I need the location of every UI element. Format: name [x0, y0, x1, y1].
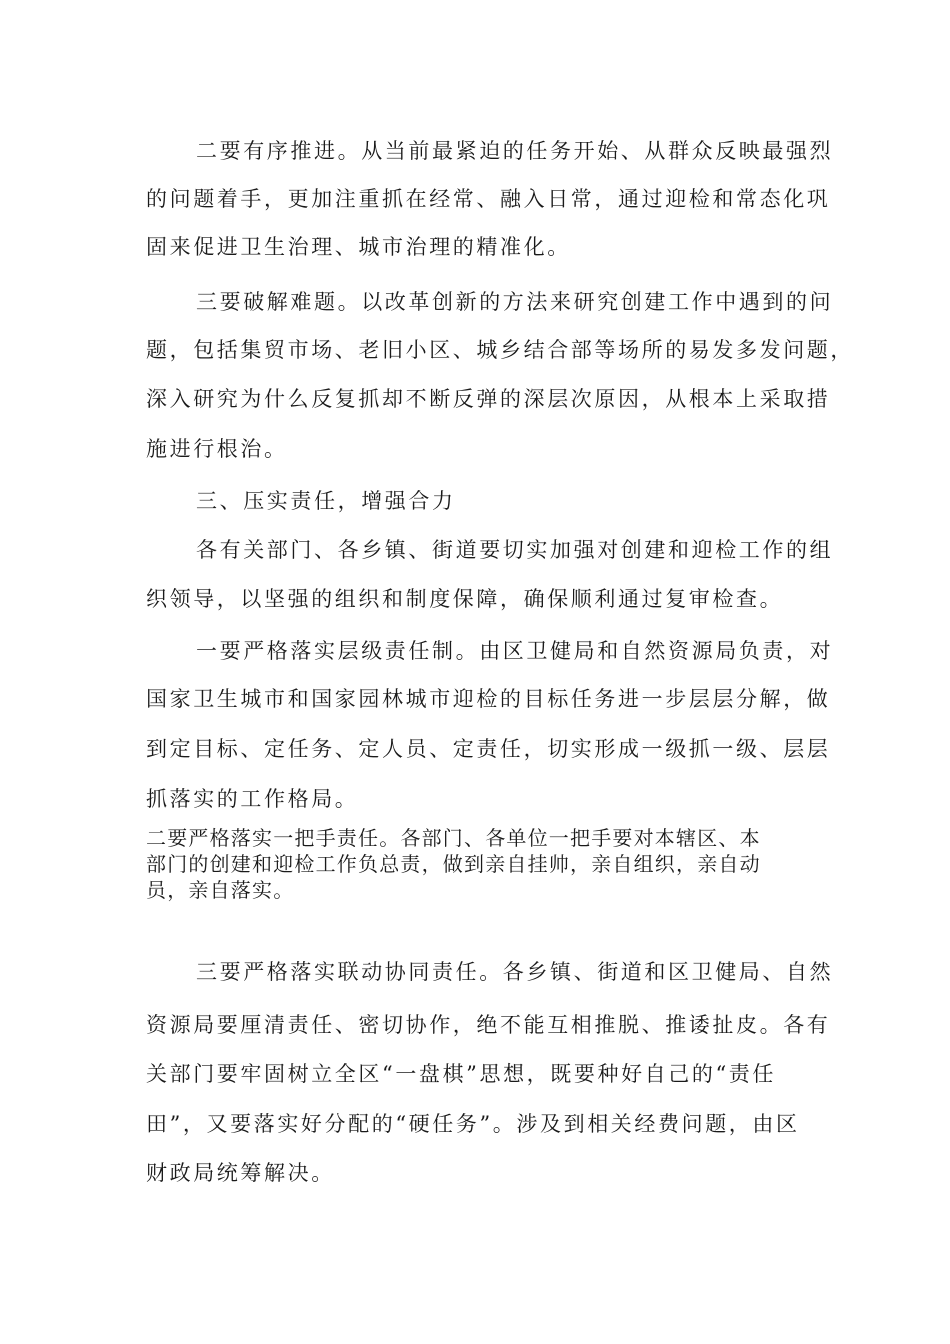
text-line: 关部门要牢固树立全区“一盘棋”思想，既要种好自己的“责任 — [146, 1062, 777, 1086]
text-line: 三要严格落实联动协同责任。各乡镇、街道和区卫健局、自然 — [196, 960, 834, 984]
text-line: 部门的创建和迎检工作负总责，做到亲自挂帅，亲自组织，亲自动 — [146, 852, 761, 876]
text-line: 深入研究为什么反复抓却不断反弹的深层次原因，从根本上采取措 — [146, 387, 831, 411]
text-line: 题，包括集贸市场、老旧小区、城乡结合部等场所的易发多发问题， — [146, 338, 854, 362]
text-line: 一要严格落实层级责任制。由区卫健局和自然资源局负责，对 — [196, 639, 834, 663]
text-line: 二要有序推进。从当前最紧迫的任务开始、从群众反映最强烈 — [196, 139, 834, 163]
section-heading: 三、压实责任，增强合力 — [196, 489, 456, 513]
text-line: 织领导，以坚强的组织和制度保障，确保顺利通过复审检查。 — [146, 587, 784, 611]
text-line: 施进行根治。 — [146, 437, 288, 461]
text-line: 到定目标、定任务、定人员、定责任，切实形成一级抓一级、层层 — [146, 737, 831, 761]
text-line: 二要严格落实一把手责任。各部门、各单位一把手要对本辖区、本 — [146, 826, 761, 850]
text-line: 三要破解难题。以改革创新的方法来研究创建工作中遇到的问 — [196, 290, 834, 314]
text-line: 资源局要厘清责任、密切协作，绝不能互相推脱、推诿扯皮。各有 — [146, 1013, 831, 1037]
text-line: 固来促进卫生治理、城市治理的精准化。 — [146, 235, 571, 259]
text-line: 的问题着手，更加注重抓在经常、融入日常，通过迎检和常态化巩 — [146, 187, 831, 211]
text-line: 各有关部门、各乡镇、街道要切实加强对创建和迎检工作的组 — [196, 538, 834, 562]
text-line: 田”，又要落实好分配的“硬任务”。涉及到相关经费问题，由区 — [146, 1112, 800, 1136]
text-line: 员，亲自落实。 — [146, 878, 295, 902]
text-line: 抓落实的工作格局。 — [146, 787, 359, 811]
text-line: 财政局统筹解决。 — [146, 1161, 335, 1185]
text-line: 国家卫生城市和国家园林城市迎检的目标任务进一步层层分解，做 — [146, 687, 831, 711]
